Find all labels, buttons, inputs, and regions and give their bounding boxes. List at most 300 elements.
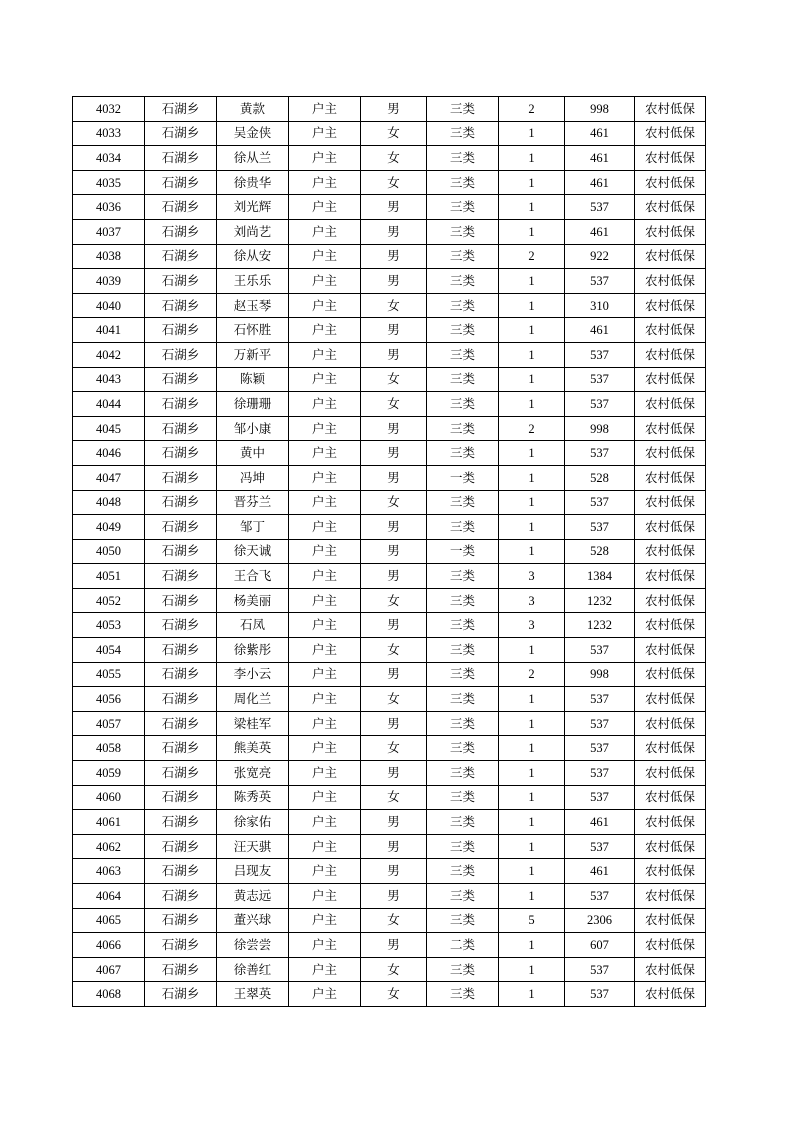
category-cell: 一类 xyxy=(427,465,499,490)
serial-number-cell: 4049 xyxy=(73,515,145,540)
program-type-cell: 农村低保 xyxy=(635,539,706,564)
township-cell: 石湖乡 xyxy=(145,761,217,786)
township-cell: 石湖乡 xyxy=(145,146,217,171)
township-cell: 石湖乡 xyxy=(145,711,217,736)
serial-number-cell: 4060 xyxy=(73,785,145,810)
name-cell: 万新平 xyxy=(217,342,289,367)
household-size-cell: 1 xyxy=(499,687,565,712)
gender-cell: 男 xyxy=(361,711,427,736)
program-type-cell: 农村低保 xyxy=(635,121,706,146)
name-cell: 徐紫彤 xyxy=(217,638,289,663)
category-cell: 三类 xyxy=(427,195,499,220)
amount-cell: 922 xyxy=(565,244,635,269)
relation-cell: 户主 xyxy=(289,933,361,958)
program-type-cell: 农村低保 xyxy=(635,219,706,244)
serial-number-cell: 4034 xyxy=(73,146,145,171)
gender-cell: 男 xyxy=(361,810,427,835)
township-cell: 石湖乡 xyxy=(145,884,217,909)
category-cell: 三类 xyxy=(427,269,499,294)
name-cell: 黄中 xyxy=(217,441,289,466)
relation-cell: 户主 xyxy=(289,244,361,269)
gender-cell: 女 xyxy=(361,957,427,982)
amount-cell: 537 xyxy=(565,392,635,417)
household-size-cell: 1 xyxy=(499,219,565,244)
township-cell: 石湖乡 xyxy=(145,859,217,884)
gender-cell: 男 xyxy=(361,761,427,786)
program-type-cell: 农村低保 xyxy=(635,244,706,269)
relation-cell: 户主 xyxy=(289,318,361,343)
household-size-cell: 1 xyxy=(499,761,565,786)
household-size-cell: 1 xyxy=(499,441,565,466)
category-cell: 三类 xyxy=(427,638,499,663)
program-type-cell: 农村低保 xyxy=(635,515,706,540)
name-cell: 徐家佑 xyxy=(217,810,289,835)
relation-cell: 户主 xyxy=(289,957,361,982)
amount-cell: 461 xyxy=(565,318,635,343)
serial-number-cell: 4050 xyxy=(73,539,145,564)
household-size-cell: 2 xyxy=(499,662,565,687)
amount-cell: 461 xyxy=(565,121,635,146)
township-cell: 石湖乡 xyxy=(145,982,217,1007)
household-size-cell: 1 xyxy=(499,490,565,515)
program-type-cell: 农村低保 xyxy=(635,465,706,490)
category-cell: 三类 xyxy=(427,884,499,909)
household-size-cell: 1 xyxy=(499,121,565,146)
serial-number-cell: 4066 xyxy=(73,933,145,958)
household-size-cell: 1 xyxy=(499,392,565,417)
recipient-table xyxy=(72,96,706,1007)
category-cell: 三类 xyxy=(427,662,499,687)
household-size-cell: 1 xyxy=(499,195,565,220)
gender-cell: 男 xyxy=(361,515,427,540)
gender-cell: 男 xyxy=(361,195,427,220)
serial-number-cell: 4043 xyxy=(73,367,145,392)
relation-cell: 户主 xyxy=(289,539,361,564)
gender-cell: 男 xyxy=(361,662,427,687)
amount-cell: 537 xyxy=(565,441,635,466)
table-row xyxy=(73,269,706,294)
serial-number-cell: 4052 xyxy=(73,588,145,613)
program-type-cell: 农村低保 xyxy=(635,736,706,761)
relation-cell: 户主 xyxy=(289,342,361,367)
table-row xyxy=(73,908,706,933)
township-cell: 石湖乡 xyxy=(145,564,217,589)
category-cell: 三类 xyxy=(427,441,499,466)
household-size-cell: 1 xyxy=(499,711,565,736)
township-cell: 石湖乡 xyxy=(145,785,217,810)
gender-cell: 男 xyxy=(361,859,427,884)
name-cell: 邹小康 xyxy=(217,416,289,441)
name-cell: 杨美丽 xyxy=(217,588,289,613)
gender-cell: 男 xyxy=(361,244,427,269)
amount-cell: 537 xyxy=(565,761,635,786)
amount-cell: 537 xyxy=(565,736,635,761)
gender-cell: 男 xyxy=(361,834,427,859)
name-cell: 冯坤 xyxy=(217,465,289,490)
amount-cell: 537 xyxy=(565,515,635,540)
amount-cell: 537 xyxy=(565,711,635,736)
serial-number-cell: 4036 xyxy=(73,195,145,220)
program-type-cell: 农村低保 xyxy=(635,318,706,343)
program-type-cell: 农村低保 xyxy=(635,662,706,687)
household-size-cell: 1 xyxy=(499,736,565,761)
relation-cell: 户主 xyxy=(289,170,361,195)
category-cell: 三类 xyxy=(427,392,499,417)
category-cell: 三类 xyxy=(427,146,499,171)
township-cell: 石湖乡 xyxy=(145,515,217,540)
township-cell: 石湖乡 xyxy=(145,293,217,318)
township-cell: 石湖乡 xyxy=(145,170,217,195)
table-row xyxy=(73,834,706,859)
serial-number-cell: 4063 xyxy=(73,859,145,884)
category-cell: 三类 xyxy=(427,613,499,638)
township-cell: 石湖乡 xyxy=(145,392,217,417)
category-cell: 三类 xyxy=(427,908,499,933)
table-row xyxy=(73,539,706,564)
gender-cell: 女 xyxy=(361,588,427,613)
table-row xyxy=(73,736,706,761)
relation-cell: 户主 xyxy=(289,367,361,392)
gender-cell: 男 xyxy=(361,564,427,589)
township-cell: 石湖乡 xyxy=(145,121,217,146)
amount-cell: 310 xyxy=(565,293,635,318)
program-type-cell: 农村低保 xyxy=(635,564,706,589)
amount-cell: 1232 xyxy=(565,613,635,638)
relation-cell: 户主 xyxy=(289,687,361,712)
household-size-cell: 5 xyxy=(499,908,565,933)
amount-cell: 461 xyxy=(565,146,635,171)
gender-cell: 女 xyxy=(361,638,427,663)
program-type-cell: 农村低保 xyxy=(635,638,706,663)
name-cell: 邹丁 xyxy=(217,515,289,540)
township-cell: 石湖乡 xyxy=(145,539,217,564)
name-cell: 徐尝尝 xyxy=(217,933,289,958)
table-row xyxy=(73,121,706,146)
serial-number-cell: 4032 xyxy=(73,97,145,122)
gender-cell: 男 xyxy=(361,97,427,122)
gender-cell: 男 xyxy=(361,318,427,343)
relation-cell: 户主 xyxy=(289,810,361,835)
relation-cell: 户主 xyxy=(289,662,361,687)
category-cell: 三类 xyxy=(427,859,499,884)
serial-number-cell: 4037 xyxy=(73,219,145,244)
relation-cell: 户主 xyxy=(289,441,361,466)
serial-number-cell: 4059 xyxy=(73,761,145,786)
relation-cell: 户主 xyxy=(289,146,361,171)
amount-cell: 537 xyxy=(565,490,635,515)
relation-cell: 户主 xyxy=(289,195,361,220)
relation-cell: 户主 xyxy=(289,884,361,909)
gender-cell: 男 xyxy=(361,269,427,294)
table-row xyxy=(73,785,706,810)
table-row xyxy=(73,711,706,736)
name-cell: 董兴球 xyxy=(217,908,289,933)
serial-number-cell: 4061 xyxy=(73,810,145,835)
household-size-cell: 1 xyxy=(499,859,565,884)
name-cell: 徐从安 xyxy=(217,244,289,269)
category-cell: 三类 xyxy=(427,367,499,392)
serial-number-cell: 4033 xyxy=(73,121,145,146)
program-type-cell: 农村低保 xyxy=(635,441,706,466)
serial-number-cell: 4046 xyxy=(73,441,145,466)
name-cell: 陈颖 xyxy=(217,367,289,392)
gender-cell: 女 xyxy=(361,392,427,417)
gender-cell: 男 xyxy=(361,219,427,244)
relation-cell: 户主 xyxy=(289,219,361,244)
program-type-cell: 农村低保 xyxy=(635,392,706,417)
table-row xyxy=(73,933,706,958)
table-row xyxy=(73,146,706,171)
table-row xyxy=(73,244,706,269)
name-cell: 石凤 xyxy=(217,613,289,638)
table-row xyxy=(73,170,706,195)
category-cell: 三类 xyxy=(427,785,499,810)
program-type-cell: 农村低保 xyxy=(635,957,706,982)
program-type-cell: 农村低保 xyxy=(635,588,706,613)
serial-number-cell: 4035 xyxy=(73,170,145,195)
household-size-cell: 1 xyxy=(499,515,565,540)
serial-number-cell: 4041 xyxy=(73,318,145,343)
amount-cell: 607 xyxy=(565,933,635,958)
household-size-cell: 1 xyxy=(499,342,565,367)
relation-cell: 户主 xyxy=(289,613,361,638)
program-type-cell: 农村低保 xyxy=(635,785,706,810)
township-cell: 石湖乡 xyxy=(145,367,217,392)
gender-cell: 女 xyxy=(361,785,427,810)
table-row xyxy=(73,982,706,1007)
township-cell: 石湖乡 xyxy=(145,342,217,367)
category-cell: 三类 xyxy=(427,219,499,244)
household-size-cell: 2 xyxy=(499,97,565,122)
serial-number-cell: 4064 xyxy=(73,884,145,909)
program-type-cell: 农村低保 xyxy=(635,613,706,638)
relation-cell: 户主 xyxy=(289,711,361,736)
household-size-cell: 3 xyxy=(499,588,565,613)
program-type-cell: 农村低保 xyxy=(635,490,706,515)
table-row xyxy=(73,219,706,244)
table-row xyxy=(73,662,706,687)
amount-cell: 461 xyxy=(565,170,635,195)
category-cell: 三类 xyxy=(427,736,499,761)
serial-number-cell: 4051 xyxy=(73,564,145,589)
name-cell: 汪天骐 xyxy=(217,834,289,859)
township-cell: 石湖乡 xyxy=(145,638,217,663)
relation-cell: 户主 xyxy=(289,588,361,613)
table-row xyxy=(73,588,706,613)
relation-cell: 户主 xyxy=(289,490,361,515)
name-cell: 吴金侠 xyxy=(217,121,289,146)
household-size-cell: 1 xyxy=(499,465,565,490)
table-row xyxy=(73,564,706,589)
table-row xyxy=(73,342,706,367)
gender-cell: 女 xyxy=(361,146,427,171)
amount-cell: 998 xyxy=(565,662,635,687)
table-row xyxy=(73,293,706,318)
relation-cell: 户主 xyxy=(289,761,361,786)
township-cell: 石湖乡 xyxy=(145,588,217,613)
serial-number-cell: 4042 xyxy=(73,342,145,367)
township-cell: 石湖乡 xyxy=(145,269,217,294)
township-cell: 石湖乡 xyxy=(145,97,217,122)
program-type-cell: 农村低保 xyxy=(635,761,706,786)
name-cell: 梁桂军 xyxy=(217,711,289,736)
household-size-cell: 1 xyxy=(499,785,565,810)
township-cell: 石湖乡 xyxy=(145,957,217,982)
township-cell: 石湖乡 xyxy=(145,219,217,244)
gender-cell: 女 xyxy=(361,736,427,761)
gender-cell: 男 xyxy=(361,465,427,490)
household-size-cell: 1 xyxy=(499,933,565,958)
serial-number-cell: 4058 xyxy=(73,736,145,761)
category-cell: 三类 xyxy=(427,342,499,367)
serial-number-cell: 4038 xyxy=(73,244,145,269)
category-cell: 三类 xyxy=(427,490,499,515)
program-type-cell: 农村低保 xyxy=(635,982,706,1007)
name-cell: 李小云 xyxy=(217,662,289,687)
township-cell: 石湖乡 xyxy=(145,810,217,835)
name-cell: 刘尚艺 xyxy=(217,219,289,244)
category-cell: 一类 xyxy=(427,539,499,564)
name-cell: 徐贵华 xyxy=(217,170,289,195)
relation-cell: 户主 xyxy=(289,465,361,490)
serial-number-cell: 4056 xyxy=(73,687,145,712)
table-row xyxy=(73,957,706,982)
township-cell: 石湖乡 xyxy=(145,318,217,343)
township-cell: 石湖乡 xyxy=(145,834,217,859)
category-cell: 三类 xyxy=(427,761,499,786)
relation-cell: 户主 xyxy=(289,564,361,589)
relation-cell: 户主 xyxy=(289,982,361,1007)
name-cell: 黄志远 xyxy=(217,884,289,909)
serial-number-cell: 4054 xyxy=(73,638,145,663)
program-type-cell: 农村低保 xyxy=(635,146,706,171)
program-type-cell: 农村低保 xyxy=(635,908,706,933)
relation-cell: 户主 xyxy=(289,834,361,859)
relation-cell: 户主 xyxy=(289,859,361,884)
amount-cell: 461 xyxy=(565,219,635,244)
household-size-cell: 1 xyxy=(499,293,565,318)
relation-cell: 户主 xyxy=(289,416,361,441)
serial-number-cell: 4062 xyxy=(73,834,145,859)
serial-number-cell: 4047 xyxy=(73,465,145,490)
gender-cell: 女 xyxy=(361,908,427,933)
name-cell: 吕现友 xyxy=(217,859,289,884)
category-cell: 三类 xyxy=(427,957,499,982)
household-size-cell: 1 xyxy=(499,884,565,909)
name-cell: 徐从兰 xyxy=(217,146,289,171)
household-size-cell: 1 xyxy=(499,146,565,171)
category-cell: 三类 xyxy=(427,293,499,318)
amount-cell: 2306 xyxy=(565,908,635,933)
table-row xyxy=(73,687,706,712)
amount-cell: 1384 xyxy=(565,564,635,589)
household-size-cell: 1 xyxy=(499,269,565,294)
program-type-cell: 农村低保 xyxy=(635,293,706,318)
amount-cell: 537 xyxy=(565,957,635,982)
amount-cell: 528 xyxy=(565,465,635,490)
relation-cell: 户主 xyxy=(289,269,361,294)
table-body xyxy=(73,97,706,1007)
township-cell: 石湖乡 xyxy=(145,613,217,638)
table-row xyxy=(73,638,706,663)
name-cell: 晋芬兰 xyxy=(217,490,289,515)
relation-cell: 户主 xyxy=(289,293,361,318)
household-size-cell: 1 xyxy=(499,318,565,343)
relation-cell: 户主 xyxy=(289,97,361,122)
amount-cell: 1232 xyxy=(565,588,635,613)
gender-cell: 男 xyxy=(361,441,427,466)
household-size-cell: 1 xyxy=(499,367,565,392)
table-row xyxy=(73,810,706,835)
category-cell: 三类 xyxy=(427,687,499,712)
household-size-cell: 1 xyxy=(499,810,565,835)
table-row xyxy=(73,884,706,909)
amount-cell: 998 xyxy=(565,416,635,441)
table-row xyxy=(73,441,706,466)
table-row xyxy=(73,367,706,392)
name-cell: 陈秀英 xyxy=(217,785,289,810)
name-cell: 王乐乐 xyxy=(217,269,289,294)
name-cell: 刘光辉 xyxy=(217,195,289,220)
gender-cell: 女 xyxy=(361,121,427,146)
category-cell: 三类 xyxy=(427,564,499,589)
amount-cell: 537 xyxy=(565,982,635,1007)
category-cell: 三类 xyxy=(427,244,499,269)
table-row xyxy=(73,859,706,884)
table-row xyxy=(73,515,706,540)
township-cell: 石湖乡 xyxy=(145,933,217,958)
gender-cell: 女 xyxy=(361,170,427,195)
gender-cell: 女 xyxy=(361,367,427,392)
category-cell: 三类 xyxy=(427,711,499,736)
township-cell: 石湖乡 xyxy=(145,490,217,515)
relation-cell: 户主 xyxy=(289,121,361,146)
gender-cell: 男 xyxy=(361,342,427,367)
amount-cell: 537 xyxy=(565,367,635,392)
relation-cell: 户主 xyxy=(289,908,361,933)
household-size-cell: 1 xyxy=(499,539,565,564)
gender-cell: 男 xyxy=(361,884,427,909)
relation-cell: 户主 xyxy=(289,515,361,540)
category-cell: 三类 xyxy=(427,121,499,146)
township-cell: 石湖乡 xyxy=(145,195,217,220)
amount-cell: 537 xyxy=(565,834,635,859)
gender-cell: 女 xyxy=(361,293,427,318)
program-type-cell: 农村低保 xyxy=(635,687,706,712)
program-type-cell: 农村低保 xyxy=(635,711,706,736)
amount-cell: 998 xyxy=(565,97,635,122)
serial-number-cell: 4065 xyxy=(73,908,145,933)
category-cell: 三类 xyxy=(427,97,499,122)
name-cell: 黄款 xyxy=(217,97,289,122)
program-type-cell: 农村低保 xyxy=(635,859,706,884)
household-size-cell: 1 xyxy=(499,170,565,195)
household-size-cell: 1 xyxy=(499,638,565,663)
serial-number-cell: 4055 xyxy=(73,662,145,687)
gender-cell: 女 xyxy=(361,982,427,1007)
amount-cell: 537 xyxy=(565,687,635,712)
name-cell: 徐天诚 xyxy=(217,539,289,564)
gender-cell: 男 xyxy=(361,613,427,638)
program-type-cell: 农村低保 xyxy=(635,367,706,392)
program-type-cell: 农村低保 xyxy=(635,195,706,220)
household-size-cell: 2 xyxy=(499,244,565,269)
amount-cell: 537 xyxy=(565,342,635,367)
township-cell: 石湖乡 xyxy=(145,441,217,466)
category-cell: 二类 xyxy=(427,933,499,958)
name-cell: 张宽亮 xyxy=(217,761,289,786)
program-type-cell: 农村低保 xyxy=(635,884,706,909)
